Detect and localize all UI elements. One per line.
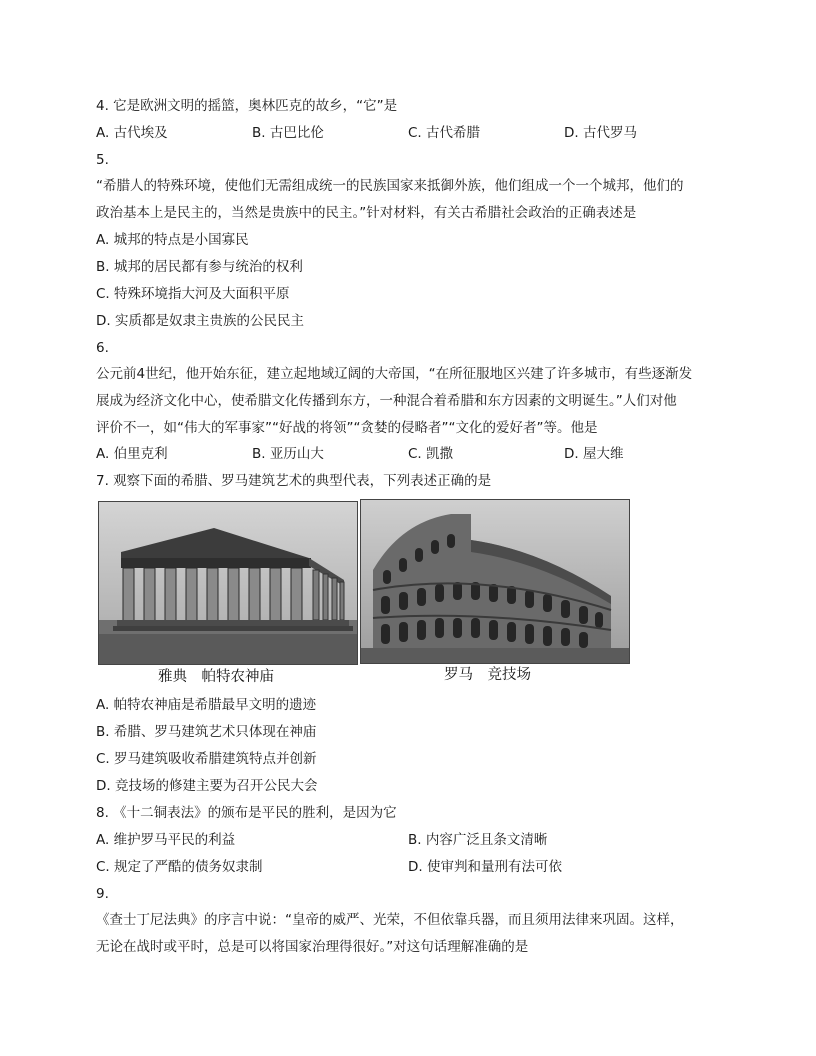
q8-option-a: A. 维护罗马平民的利益	[96, 832, 236, 848]
q9-text-line-2: 无论在战时或平时，总是可以将国家治理得很好。”对这句话理解准确的是	[96, 939, 529, 955]
colosseum-photo	[360, 499, 630, 664]
q7-option-a: A. 帕特农神庙是希腊最早文明的遗迹	[96, 697, 317, 713]
q5-option-c: C. 特殊环境指大河及大面积平原	[96, 286, 290, 302]
q9-number: 9.	[96, 886, 109, 902]
q5-option-d: D. 实质都是奴隶主贵族的公民民主	[96, 313, 304, 329]
q7-stem: 7. 观察下面的希腊、罗马建筑艺术的典型代表，下列表述正确的是	[96, 473, 492, 489]
q6-number: 6.	[96, 340, 109, 356]
q4-option-c: C. 古代希腊	[408, 125, 481, 141]
q6-text-line-3: 评价不一，如“伟大的军事家”“好战的将领”“贪婪的侵略者”“文化的爱好者”等。他是	[96, 420, 598, 436]
q5-text-line-2: 政治基本上是民主的，当然是贵族中的民主。”针对材料，有关古希腊社会政治的正确表述是	[96, 205, 637, 221]
q7-option-c: C. 罗马建筑吸收希腊建筑特点并创新	[96, 751, 317, 767]
q5-option-a: A. 城邦的特点是小国寡民	[96, 232, 249, 248]
q8-option-d: D. 使审判和量刑有法可依	[408, 859, 562, 875]
parthenon-image	[99, 502, 357, 664]
q4-stem: 4. 它是欧洲文明的摇篮，奥林匹克的故乡，“它”是	[96, 98, 398, 114]
q5-number: 5.	[96, 152, 109, 168]
q7-option-d: D. 竞技场的修建主要为召开公民大会	[96, 778, 318, 794]
q5-option-b: B. 城邦的居民都有参与统治的权利	[96, 259, 303, 275]
q4-option-a: A. 古代埃及	[96, 125, 168, 141]
parthenon-caption: 雅典 帕特农神庙	[158, 669, 274, 685]
q4-option-d: D. 古代罗马	[564, 125, 637, 141]
q9-text-line-1: 《查士丁尼法典》的序言中说：“皇帝的威严、光荣，不但依靠兵器，而且须用法律来巩固。这样，	[96, 912, 684, 928]
q5-text-line-1: “希腊人的特殊环境，使他们无需组成统一的民族国家来抵御外族，他们组成一个一个城邦，他们的	[96, 178, 684, 194]
q4-option-b: B. 古巴比伦	[252, 125, 324, 141]
parthenon-photo	[98, 501, 358, 665]
colosseum-caption: 罗马 竞技场	[444, 667, 531, 683]
q6-option-b: B. 亚历山大	[252, 446, 324, 462]
q8-stem: 8. 《十二铜表法》的颁布是平民的胜利，是因为它	[96, 805, 397, 821]
q6-option-a: A. 伯里克利	[96, 446, 168, 462]
q6-option-d: D. 屋大维	[564, 446, 624, 462]
colosseum-image	[361, 500, 629, 663]
q8-option-c: C. 规定了严酷的债务奴隶制	[96, 859, 263, 875]
q8-option-b: B. 内容广泛且条文清晰	[408, 832, 548, 848]
q6-text-line-2: 展成为经济文化中心，使希腊文化传播到东方，一种混合着希腊和东方因素的文明诞生。”人们对他	[96, 393, 677, 409]
q6-text-line-1: 公元前4世纪，他开始东征，建立起地域辽阔的大帝国，“在所征服地区兴建了许多城市，有些逐渐发	[96, 366, 693, 382]
q7-option-b: B. 希腊、罗马建筑艺术只体现在神庙	[96, 724, 317, 740]
q6-option-c: C. 凯撒	[408, 446, 454, 462]
